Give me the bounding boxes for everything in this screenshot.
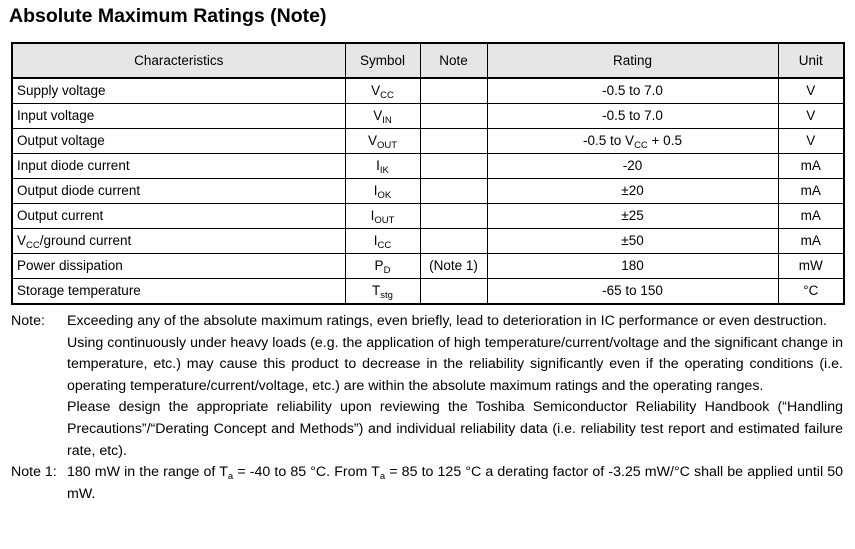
characteristic-text: Supply voltage [17,83,106,98]
cell-rating [487,129,778,154]
note-paragraph: Using continuously under heavy loads (e.g. the application of high temperature/current/voltage and the significant change in temperature, etc.) may cause this product to decrease in the reliability significantly even if the operating conditions (i.e. operating temperature/current/voltage, etc.) are within the absolute maximum ratings and the operating ranges. [67,334,843,394]
table-row [12,204,844,229]
cell-rating [487,229,778,254]
cell-note [420,204,487,229]
cell-unit: mA [778,179,844,204]
rating-text: -0.5 to 7.0 [602,83,663,98]
cell-unit: V [778,78,844,104]
cell-characteristic [12,179,345,204]
cell-unit: mA [778,154,844,179]
note1-subscript: a [227,471,234,483]
cell-unit: mA [778,204,844,229]
symbol-text: V [367,133,377,148]
rating-text: -0.5 to 7.0 [602,108,663,123]
rating-text: -20 [622,158,643,173]
symbol-text: V [371,83,381,98]
cell-note [420,78,487,104]
note1-text-part: = -40 to 85 °C. From T [233,464,380,481]
cell-note [420,104,487,129]
symbol-subscript: OUT [376,140,398,151]
note-paragraph: Please design the appropriate reliability upon reviewing the Toshiba Semiconductor Reliability Handbook (“Handling Precautions”/“Derating Concept and Methods”) and individual reliability data (i.e. reliability test report and estimated failure rate, etc). [67,399,843,459]
cell-rating [487,104,778,129]
rating-text: -65 to 150 [602,283,663,298]
note1-subscript: a [379,471,386,483]
cell-note: (Note 1) [420,254,487,279]
notes-section [11,311,843,505]
table-row [12,254,844,279]
symbol-subscript: IK [379,165,389,176]
symbol-text: V [373,108,383,123]
header-rating: Rating [487,43,778,78]
note1-text [67,462,843,505]
note1-body [67,462,843,505]
characteristic-text: Power dissipation [17,258,123,273]
cell-symbol [345,254,420,279]
cell-unit: mW [778,254,844,279]
symbol-text: I [373,233,378,248]
characteristic-text: Output voltage [17,133,105,148]
symbol-subscript: CC [377,240,392,251]
characteristic-text: V [17,233,27,248]
symbol-subscript: CC [380,90,394,101]
cell-note [420,154,487,179]
cell-characteristic [12,204,345,229]
ratings-table [11,42,845,305]
rating-text: 180 [621,258,644,273]
rating-text: ±25 [621,208,644,223]
cell-symbol [345,279,420,305]
symbol-subscript: OK [377,190,392,201]
symbol-text: I [376,158,380,173]
cell-symbol [345,154,420,179]
cell-unit: °C [778,279,844,305]
cell-characteristic [12,78,345,104]
rating-text: ±50 [621,233,644,248]
table-header-row [12,43,844,78]
cell-symbol [345,204,420,229]
cell-symbol [345,104,420,129]
table-row [12,129,844,154]
note-body [67,311,843,462]
symbol-subscript: OUT [374,215,395,226]
note-block [11,311,843,462]
table-row [12,104,844,129]
rating-subscript: CC [634,140,648,151]
note1-block [11,462,843,505]
cell-symbol [345,129,420,154]
symbol-subscript: stg [380,290,393,301]
cell-characteristic [12,279,345,305]
header-symbol: Symbol [345,43,420,78]
cell-unit: mA [778,229,844,254]
page-title: Absolute Maximum Ratings (Note) [9,5,327,27]
note-paragraph: Exceeding any of the absolute maximum ratings, even briefly, lead to deterioration in IC performance or even destruction. [67,313,827,329]
cell-note [420,129,487,154]
cell-characteristic [12,104,345,129]
cell-rating [487,254,778,279]
note1-text-part: 180 mW in the range of T [67,464,228,481]
note1-label: Note 1: [11,464,57,481]
characteristic-text: Storage temperature [17,283,141,298]
cell-characteristic [12,229,345,254]
cell-rating [487,179,778,204]
symbol-text: P [374,258,384,273]
rating-text: ±20 [621,183,644,198]
header-characteristics: Characteristics [12,43,345,78]
cell-symbol [345,78,420,104]
cell-unit: V [778,129,844,154]
characteristic-subscript: CC [26,240,40,251]
header-unit: Unit [778,43,844,78]
note1-text-part: = 85 to 125 °C a derating factor of -3.25 mW/°C shall be applied until 50 mW. [67,464,844,502]
table-row [12,154,844,179]
symbol-subscript: D [383,265,391,276]
cell-rating [487,279,778,305]
table-row [12,78,844,104]
cell-note [420,229,487,254]
symbol-subscript: IN [382,115,392,126]
note-label: Note: [11,313,45,329]
table-row [12,229,844,254]
table-row [12,179,844,204]
cell-rating [487,154,778,179]
cell-characteristic [12,154,345,179]
symbol-text: I [373,183,378,198]
table-body [12,78,844,304]
characteristic-text: Output current [17,208,104,223]
symbol-text: I [370,208,375,223]
cell-note [420,179,487,204]
characteristic-text: /ground current [39,233,132,248]
rating-text: -0.5 to V [583,133,635,148]
cell-note [420,279,487,305]
characteristic-text: Output diode current [17,183,141,198]
cell-unit: V [778,104,844,129]
cell-characteristic [12,254,345,279]
header-note: Note [420,43,487,78]
table-row [12,279,844,305]
cell-rating [487,78,778,104]
characteristic-text: Input voltage [17,108,95,123]
rating-text: + 0.5 [647,133,682,148]
characteristic-text: Input diode current [17,158,130,173]
cell-symbol [345,179,420,204]
symbol-text: T [372,283,381,298]
cell-symbol [345,229,420,254]
cell-rating [487,204,778,229]
cell-characteristic [12,129,345,154]
